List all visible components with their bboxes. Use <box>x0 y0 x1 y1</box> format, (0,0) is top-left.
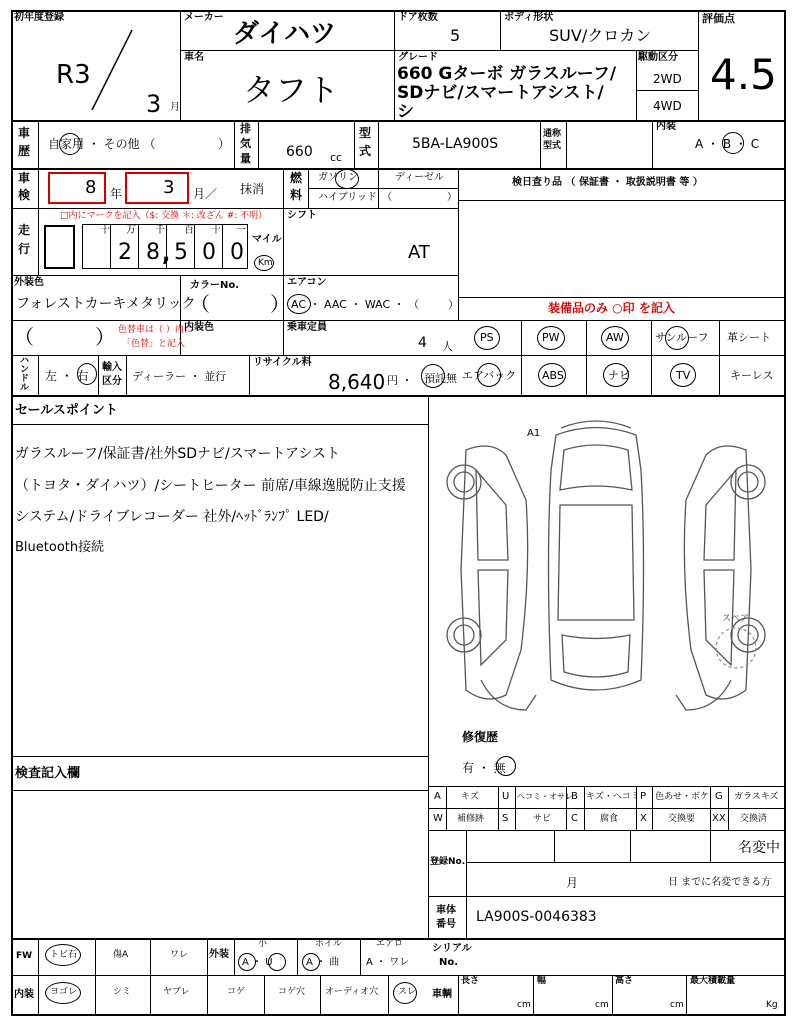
recycle-unit: 円 ・ <box>387 374 413 387</box>
dims-label: 車輌 <box>432 989 452 1000</box>
serial-label-2: No. <box>439 957 459 968</box>
unit-label-5: 一 <box>236 225 246 236</box>
recycle-none: 預託無 <box>424 372 457 385</box>
history-selected-circle <box>59 133 81 155</box>
unit-label-0: 十 <box>100 225 110 236</box>
interior-label: 内装 <box>656 121 676 132</box>
score-label: 評価点 <box>702 12 735 25</box>
sales-line-2: （トヨタ・ダイハツ）/シートヒーター 前席/車線逸脱防止支援 <box>15 478 406 494</box>
sales-line-3: システム/ドライブレコーダー 社外/ﾍｯﾄﾞﾗﾝﾌﾟ LED/ <box>15 509 329 525</box>
equipment-title: 装備品のみ ○印 を記入 <box>548 301 675 315</box>
displacement-label-1: 排 <box>240 122 251 135</box>
history-label-1: 車 <box>18 126 31 140</box>
legend-code-p: P <box>640 791 647 802</box>
grade-label: グレード <box>398 52 438 63</box>
grade-line-1: 660 Gターボ ガラスルーフ/ <box>397 64 617 84</box>
wheel-values: A ・ 曲 <box>306 957 340 968</box>
inspection-month-unit: 月／ <box>193 187 218 201</box>
wheel-label: ホイル <box>315 939 343 949</box>
equipment-aw: AW <box>606 331 624 344</box>
inspection-year-box <box>48 172 106 204</box>
unit-label-2: 千 <box>155 225 165 236</box>
legend-code-c: C <box>571 813 578 824</box>
length-unit: cm <box>517 1000 531 1010</box>
inspection-notes-label: 検査記入欄 <box>15 766 81 781</box>
sales-line-1: ガラスルーフ/保証書/社外SDナビ/スマートアシスト <box>15 446 341 462</box>
grade-line-2: SDナビ/スマートアシスト/ <box>397 83 604 103</box>
aircon-selected-circle <box>287 294 311 314</box>
capacity-unit: 人 <box>442 340 453 353</box>
legend-desc-p: 色あせ・ボケ <box>655 792 710 802</box>
equipment-sunroof: サンルーフ <box>655 331 709 344</box>
fuel-selected-circle <box>335 169 359 189</box>
interior-color-label: 内装色 <box>184 322 214 333</box>
fuel-label-1: 燃 <box>290 171 303 185</box>
color-swap-paren-open: （ <box>14 325 34 349</box>
first-reg-label: 初年度登録 <box>14 12 64 23</box>
legend-code-u: U <box>502 791 510 802</box>
legend-desc-c: 腐食 <box>600 814 619 824</box>
equipment-abs: ABS <box>542 369 564 382</box>
mileage-mark-box <box>44 225 75 269</box>
inspection-year: 8 <box>85 177 97 198</box>
int-wear-circle <box>393 982 417 1004</box>
mile-label: マイル <box>252 234 282 245</box>
equipment-navi: ナビ <box>608 369 630 382</box>
aircon-close: ） <box>448 298 459 311</box>
cancelled-label: 抹消 <box>240 182 265 196</box>
maker-label: メーカー <box>184 12 224 23</box>
unit-label-1: 万 <box>126 225 136 236</box>
length-label: 長さ <box>461 976 480 986</box>
width-label: 幅 <box>537 976 547 986</box>
shift-value: AT <box>408 242 430 263</box>
small-u-circle <box>268 953 286 971</box>
legend-code-w: W <box>433 813 443 824</box>
int-item-2: シミ <box>113 987 132 997</box>
legend-code-b: B <box>571 791 578 802</box>
score-value: 4.5 <box>710 50 777 99</box>
int-item-4: コゲ <box>227 987 246 997</box>
fw-item-2: 傷A <box>113 950 129 960</box>
inspection-year-unit: 年 <box>110 187 123 201</box>
damage-mark-a1: A1 <box>527 428 541 439</box>
recycle-label: リサイクル料 <box>253 357 312 368</box>
color-swap-note-1: 色替車は（ ）内に <box>118 325 193 335</box>
legend-desc-b: キズ・ヘコミ <box>586 792 640 802</box>
aircon-label: エアコン <box>287 277 327 288</box>
first-reg-era: R3 <box>56 60 91 90</box>
int-item-1: ヨゴレ <box>50 987 78 997</box>
inspection-label-1: 車 <box>18 171 31 185</box>
mileage-digit-1: 2 <box>118 240 132 265</box>
registration-label-2: No. <box>448 857 466 867</box>
fw-label: FW <box>16 951 33 961</box>
model-label-2: 式 <box>359 144 372 158</box>
aircon-values: AC ・ AAC ・ WAC ・ （ <box>291 298 420 311</box>
repair-none-circle <box>496 756 516 776</box>
maker-value: ダイハツ <box>233 19 336 49</box>
mileage-note: □内にマークを記入（$: 交換 ＊: 改ざん #: 不明） <box>60 211 268 221</box>
legend-desc-s: サビ <box>533 814 552 824</box>
capacity-label: 乗車定員 <box>287 322 327 333</box>
mileage-digit-4: 0 <box>202 240 216 265</box>
name-change-label: 名変中 <box>738 840 780 856</box>
chassis-label-2: 番号 <box>436 919 456 930</box>
fuel-gasoline: ガソリン <box>318 172 358 183</box>
handle-label-2: ン <box>20 365 30 375</box>
import-label-2: 区分 <box>102 376 122 387</box>
legend-desc-x: 交換要 <box>668 814 696 824</box>
equipment-keyless: キーレス <box>730 369 774 382</box>
height-label: 高さ <box>615 976 634 986</box>
inspection-month: 3 <box>163 177 175 198</box>
displacement-label-3: 量 <box>240 152 251 165</box>
body-value: SUV/クロカン <box>549 26 652 45</box>
exterior-color-value: フォレストカーキメタリック <box>16 296 196 312</box>
car-body-diagram <box>436 410 776 730</box>
import-label-1: 輸入 <box>102 362 122 373</box>
fuel-diesel: ディーゼル <box>395 172 444 183</box>
registration-label-1: 登録 <box>430 857 449 867</box>
history-close: ） <box>218 137 231 151</box>
color-no-paren-open: （ <box>190 292 210 316</box>
displacement-value: 660 <box>286 144 313 160</box>
interior-selected-circle <box>722 132 744 154</box>
common-model-label-2: 型式 <box>543 141 562 151</box>
mileage-label-1: 走 <box>18 223 31 237</box>
fuel-label-2: 料 <box>290 188 303 202</box>
fw-item-1: トビ石 <box>50 950 78 960</box>
handle-selected-circle <box>77 363 97 385</box>
equipment-airbag: エアバック <box>462 369 517 382</box>
small-values: A ・ U <box>242 957 273 968</box>
height-unit: cm <box>670 1000 684 1010</box>
legend-code-s: S <box>502 813 509 824</box>
history-value: 自家用 ・ その他 （ <box>48 137 156 151</box>
fuel-paren-open: （ <box>382 192 392 203</box>
fuel-paren-close: ） <box>447 192 457 203</box>
exterior-bottom-label: 外装 <box>209 949 229 960</box>
int-item-5: コゲ穴 <box>278 987 306 997</box>
model-label-1: 型 <box>359 126 372 140</box>
unit-label-4: 十 <box>211 225 221 236</box>
wheel-a-circle <box>302 953 320 971</box>
mileage-digit-5: 0 <box>230 240 244 265</box>
km-label: Km <box>258 258 273 268</box>
load-label: 最大積載量 <box>690 976 736 986</box>
int-item-7: スレ <box>398 987 417 997</box>
interior-bottom-label: 内装 <box>14 989 34 1000</box>
fuel-hybrid: ハイブリッド <box>318 192 377 203</box>
serial-label-1: シリアル <box>432 943 472 954</box>
drive-2wd: 2WD <box>653 72 682 86</box>
color-no-label: カラーNo. <box>190 280 240 291</box>
legend-code-g: G <box>715 791 723 802</box>
model-value: 5BA-LA900S <box>412 136 499 152</box>
equipment-ps: PS <box>480 331 494 344</box>
mileage-digit-2: 8 <box>146 240 160 265</box>
aero-values: A ・ ワレ <box>366 957 410 968</box>
int-item-6: オーディオ穴 <box>325 987 379 997</box>
handle-label-3: ド <box>20 374 30 384</box>
color-swap-note-2: 「色替」と記入 <box>122 339 186 349</box>
color-swap-paren-close: ） <box>95 325 115 349</box>
unit-label-3: 百 <box>184 225 194 236</box>
km-selected-circle <box>254 255 274 271</box>
car-name-label: 車名 <box>184 52 204 63</box>
handle-label-4: ル <box>20 383 30 393</box>
equipment-leather: 革シート <box>727 331 771 344</box>
legend-code-xx: XX <box>712 813 726 824</box>
repair-history-value: 有 ・ 無 <box>462 761 506 775</box>
drive-label: 駆動区分 <box>638 52 678 63</box>
color-no-paren-close: ） <box>270 292 290 316</box>
small-label: 小 <box>258 939 268 949</box>
sales-point-label: セールスポイント <box>15 403 118 418</box>
legend-desc-w: 補修跡 <box>457 814 485 824</box>
inspection-label-2: 検 <box>18 188 31 202</box>
aero-label: エアロ <box>376 939 404 949</box>
int-item-3: ヤブレ <box>163 987 190 997</box>
interior-grades: A ・ B ・ C <box>695 137 760 151</box>
equipment-pw: PW <box>542 331 560 344</box>
doors-value: 5 <box>450 26 461 45</box>
small-a-circle <box>238 953 256 971</box>
handle-label-1: ハ <box>20 356 30 366</box>
legend-code-a: A <box>434 791 441 802</box>
registration-month-unit: 月 <box>566 876 579 890</box>
recycle-none-circle <box>421 364 445 388</box>
import-value: ディーラー ・ 並行 <box>132 370 227 383</box>
equipment-sunroof-circle <box>665 326 689 350</box>
body-label: ボディ形状 <box>504 12 554 23</box>
legend-desc-a: キズ <box>461 792 479 802</box>
handle-value: 左 ・ 右 <box>45 369 89 383</box>
displacement-unit: cc <box>330 151 343 164</box>
repair-history-label: 修復歴 <box>462 730 499 744</box>
mileage-separator: , <box>162 242 171 267</box>
equipment-tv: TV <box>676 369 691 382</box>
mileage-digit-3: 5 <box>174 240 188 265</box>
exterior-color-label: 外装色 <box>14 277 44 288</box>
doors-label: ドア枚数 <box>398 12 438 23</box>
legend-desc-g: ガラスキズ <box>734 792 779 802</box>
fw-item-3: ワレ <box>170 950 189 960</box>
displacement-label-2: 気 <box>240 137 251 150</box>
first-reg-month: 3 <box>146 90 162 118</box>
sales-line-4: Bluetooth接続 <box>15 540 105 555</box>
history-label-2: 歴 <box>18 144 31 158</box>
chassis-label-1: 車体 <box>436 905 456 916</box>
load-unit: Kg <box>766 1000 778 1010</box>
documents-label: 検日査り品 （ 保証書 ・ 取扱説明書 等 ） <box>512 177 703 188</box>
equipment-airbag-circle <box>477 363 501 387</box>
first-reg-month-unit: 月 <box>170 102 180 113</box>
legend-code-x: X <box>640 813 647 824</box>
spare-label: スペア <box>722 614 750 624</box>
shift-label: シフト <box>287 210 317 221</box>
mileage-label-2: 行 <box>18 242 31 256</box>
grade-line-3: シ <box>397 102 414 122</box>
registration-deadline: 日 までに名変できる方 <box>668 877 772 888</box>
legend-desc-xx: 交換済 <box>740 814 768 824</box>
recycle-amount: 8,640 <box>328 370 386 394</box>
chassis-number: LA900S-0046383 <box>476 909 597 925</box>
car-name-value: タフト <box>243 71 340 109</box>
inspection-month-box <box>125 172 189 204</box>
legend-desc-u: ヘコミ・オサレ <box>517 792 573 801</box>
common-model-label-1: 通称 <box>543 129 562 139</box>
capacity-value: 4 <box>418 335 427 351</box>
drive-4wd: 4WD <box>653 99 682 113</box>
slash-mark <box>86 28 138 112</box>
width-unit: cm <box>595 1000 609 1010</box>
